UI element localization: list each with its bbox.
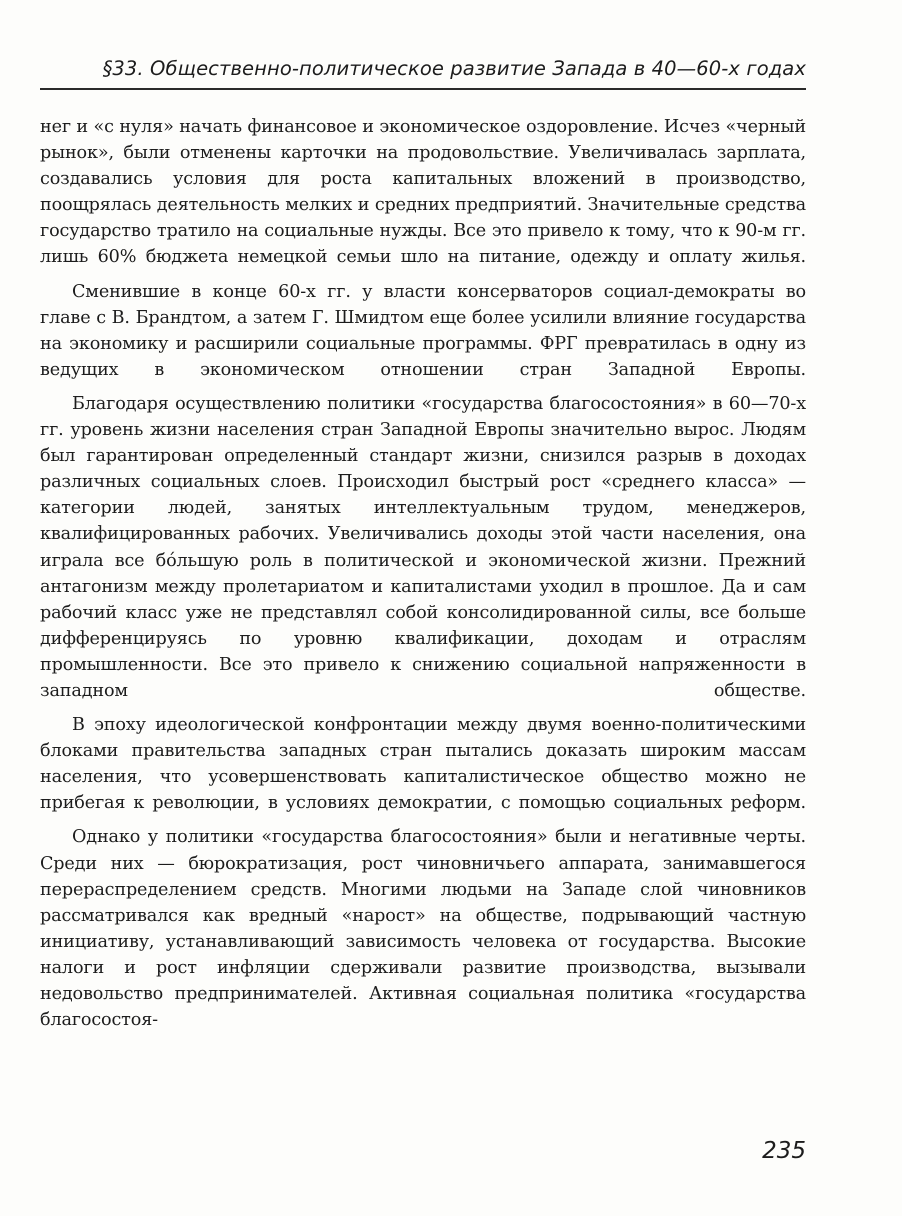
paragraph-5: Однако у политики «государства благосостояния» были и негативные черты. Среди них — бюрократизация, рост чиновничьего аппарата, занимавшегося перераспределением средств. Многими людьми на Западе слой чиновников рассматривался как вредный «нарост» на обществе, подрывающий частную инициативу, устанавливающий зависимость человека от государства. Высокие налоги и рост инфляции сдерживали развитие производства, вызывали недовольство предпринимателей. Активная социальная политика «государства благосостоя- [40, 827, 806, 1031]
section-title: §33. Общественно-политическое развитие Запада в 40—60-х годах [102, 57, 806, 80]
paragraph-1: нег и «с нуля» начать финансовое и экономическое оздоровление. Исчез «черный рынок», были отменены карточки на продовольствие. Увеличивалась зарплата, создавались условия для роста капитальных вложений в производство, поощрялась деятельность мелких и средних предприятий. Значительные средства государство тратило на социальные нужды. Все это привело к тому, что к 90-м гг. лишь 60% бюджета немецкой семьи шло на питание, одежду и оплату жилья. [40, 117, 806, 268]
paragraph-3: Благодаря осуществлению политики «государства благосостояния» в 60—70-х гг. уровень жизни населения стран Западной Европы значительно вырос. Людям был гарантирован определенный стандарт жизни, снизился разрыв в доходах различных социальных слоев. Происходил быстрый рост «среднего класса» — категории людей, занятых интеллектуальным трудом, менеджеров, квалифицированных рабочих. Увеличивались доходы этой части населения, она играла все бóльшую роль в политической и экономической жизни. Прежний антагонизм между пролетариатом и капиталистами уходил в прошлое. Да и сам рабочий класс уже не представлял собой консолидированной силы, все больше дифференцируясь по уровню квалификации, доходам и отраслям промышленности. Все это привело к снижению социальной напряженности в западном обществе. [40, 393, 806, 701]
paragraph-4: В эпоху идеологической конфронтации между двумя военно-политическими блоками правительства западных стран пытались доказать широким массам населения, что усовершенствовать капиталистическое общество можно не прибегая к революции, в условиях демократии, с помощью социальных реформ. [40, 715, 806, 814]
body-text [40, 114, 806, 1041]
paragraph-2: Сменившие в конце 60-х гг. у власти консерваторов социал-демократы во главе с В. Брандтом, а затем Г. Шмидтом еще более усилили влияние государства на экономику и расширили социальные программы. ФРГ превратилась в одну из ведущих в экономическом отношении стран Западной Европы. [40, 281, 806, 380]
running-header [40, 48, 806, 90]
page-number: 235 [762, 1138, 806, 1164]
